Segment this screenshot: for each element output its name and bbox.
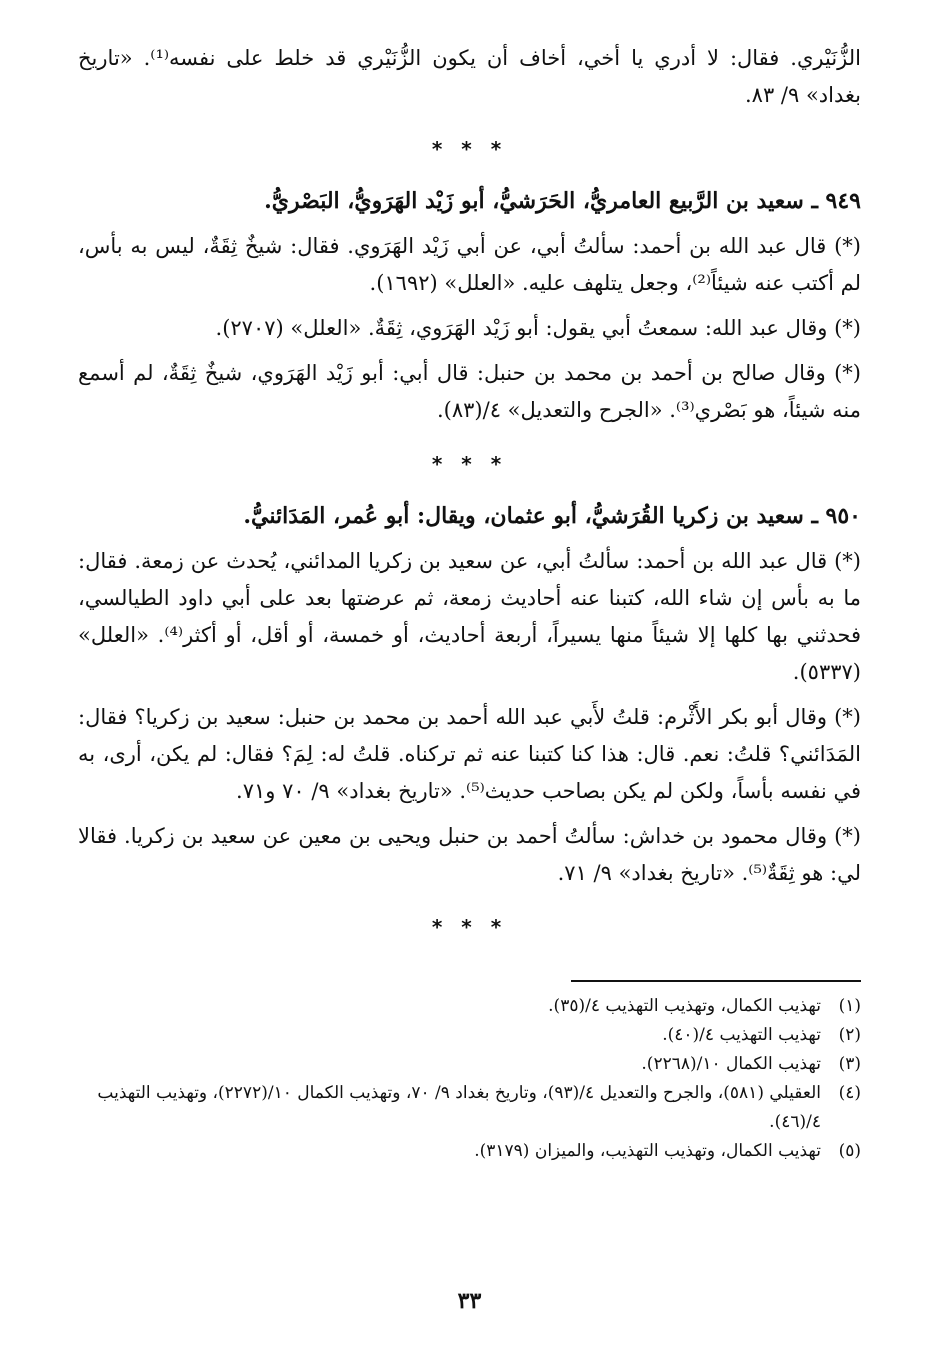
footnote-text: تهذيب التهذيب ٤/(٤٠).	[662, 1025, 821, 1045]
footnote-number: (٤)	[838, 1083, 861, 1103]
footnote-number: (٥)	[838, 1141, 861, 1161]
footnote-number: (٣)	[838, 1054, 861, 1074]
footnote-item	[78, 992, 861, 1021]
entry-paragraph: (*) وقال محمود بن خداش: سألتُ أحمد بن حنبل ويحيى بن معين عن سعيد بن زكريا. فقالا لي: هو ثِقَةٌ⁽⁵⁾. «تاريخ بغداد» ٩/ ٧١.	[78, 824, 861, 885]
footnote-text: العقيلي (٥٨١)، والجرح والتعديل ٤/(٩٣)، وتاريخ بغداد ٩/ ٧٠، وتهذيب الكمال ١٠/(٢٢٧٢)، وتهذيب التهذيب ٤/(٤٦).	[97, 1083, 821, 1132]
footnote-item	[78, 1021, 861, 1050]
footnote-text: تهذيب الكمال، وتهذيب التهذيب ٤/(٣٥).	[548, 996, 821, 1016]
entry-949	[78, 182, 861, 429]
entry-paragraph: (*) قال عبد الله بن أحمد: سألتُ أبي، عن أبي زَيْد الهَرَوي. فقال: شيخٌ ثِقَةٌ، ليس به بأس، لم أكتب عنه شيئاً⁽²⁾، وجعل يتلهف عليه. «العلل» (١٦٩٢).	[78, 234, 861, 295]
page-number: ٣٣	[457, 1288, 482, 1314]
entry-950	[78, 497, 861, 892]
footnote-text: تهذيب الكمال ١٠/(٢٢٦٨).	[641, 1054, 821, 1074]
entry-heading: ٩٤٩ ـ سعيد بن الرَّبيع العامريُّ، الحَرَشيُّ، أبو زَيْد الهَرَويُّ، البَصْريُّ.	[264, 188, 861, 214]
section-separator: * * *	[431, 915, 508, 939]
footnote-number: (١)	[838, 996, 861, 1016]
entry-heading: ٩٥٠ ـ سعيد بن زكريا القُرَشيُّ، أبو عثمان، ويقال: أبو عُمر، المَدَائنيُّ.	[243, 503, 861, 529]
entry-paragraph: (*) وقال صالح بن أحمد بن محمد بن حنبل: قال أبي: أبو زَيْد الهَرَوي، شيخٌ ثِقَةٌ، لم أسمع منه شيئاً، هو بَصْري⁽³⁾. «الجرح والتعديل» ٤/(٨٣).	[78, 361, 861, 422]
footnote-text: تهذيب الكمال، وتهذيب التهذيب، والميزان (٣١٧٩).	[474, 1141, 821, 1161]
footnotes	[78, 992, 861, 1166]
entry-paragraph: (*) وقال أبو بكر الأَثْرم: قلتُ لأَبي عبد الله أحمد بن محمد بن حنبل: سعيد بن زكريا؟ فقال: المَدَائني؟ قلتُ: نعم. قال: هذا كنا كتبنا عنه ثم تركناه. قلتُ له: لِمَ؟ فقال: لم يكن، أرى، به في نفسه بأساً، ولكن لم يكن بصاحب حديث⁽⁵⁾. «تاريخ بغداد» ٩/ ٧٠ و٧١.	[78, 705, 861, 803]
continued-paragraph: الزُّنَيْري. فقال: لا أدري يا أخي، أخاف أن يكون الزُّنَيْري قد خلط على نفسه⁽¹⁾. «تاريخ بغداد» ٩/ ٨٣.	[78, 46, 861, 107]
section-separator: * * *	[431, 137, 508, 161]
footnote-item	[78, 1137, 861, 1166]
footnote-number: (٢)	[838, 1025, 861, 1045]
footnote-divider	[571, 980, 861, 982]
entry-paragraph: (*) وقال عبد الله: سمعتُ أبي يقول: أبو زَيْد الهَرَوي، ثِقَةٌ. «العلل» (٢٧٠٧).	[215, 316, 861, 340]
footnote-item	[78, 1050, 861, 1079]
page-content	[78, 40, 861, 1166]
footnote-item	[78, 1079, 861, 1137]
entry-paragraph: (*) قال عبد الله بن أحمد: سألتُ أبي، عن سعيد بن زكريا المدائني، يُحدث عن زمعة. فقال: ما به بأس إن شاء الله، كتبنا عنه أحاديث زمعة، ثم عرضتها بعد على أبي داود الطيالسي، فحدثني بها كلها إلا شيئاً منها يسيراً، أربعة أحاديث، أو خمسة، أو أقل، أو أكثر⁽⁴⁾. «العلل» (٥٣٣٧).	[78, 549, 861, 684]
section-separator: * * *	[431, 452, 508, 476]
